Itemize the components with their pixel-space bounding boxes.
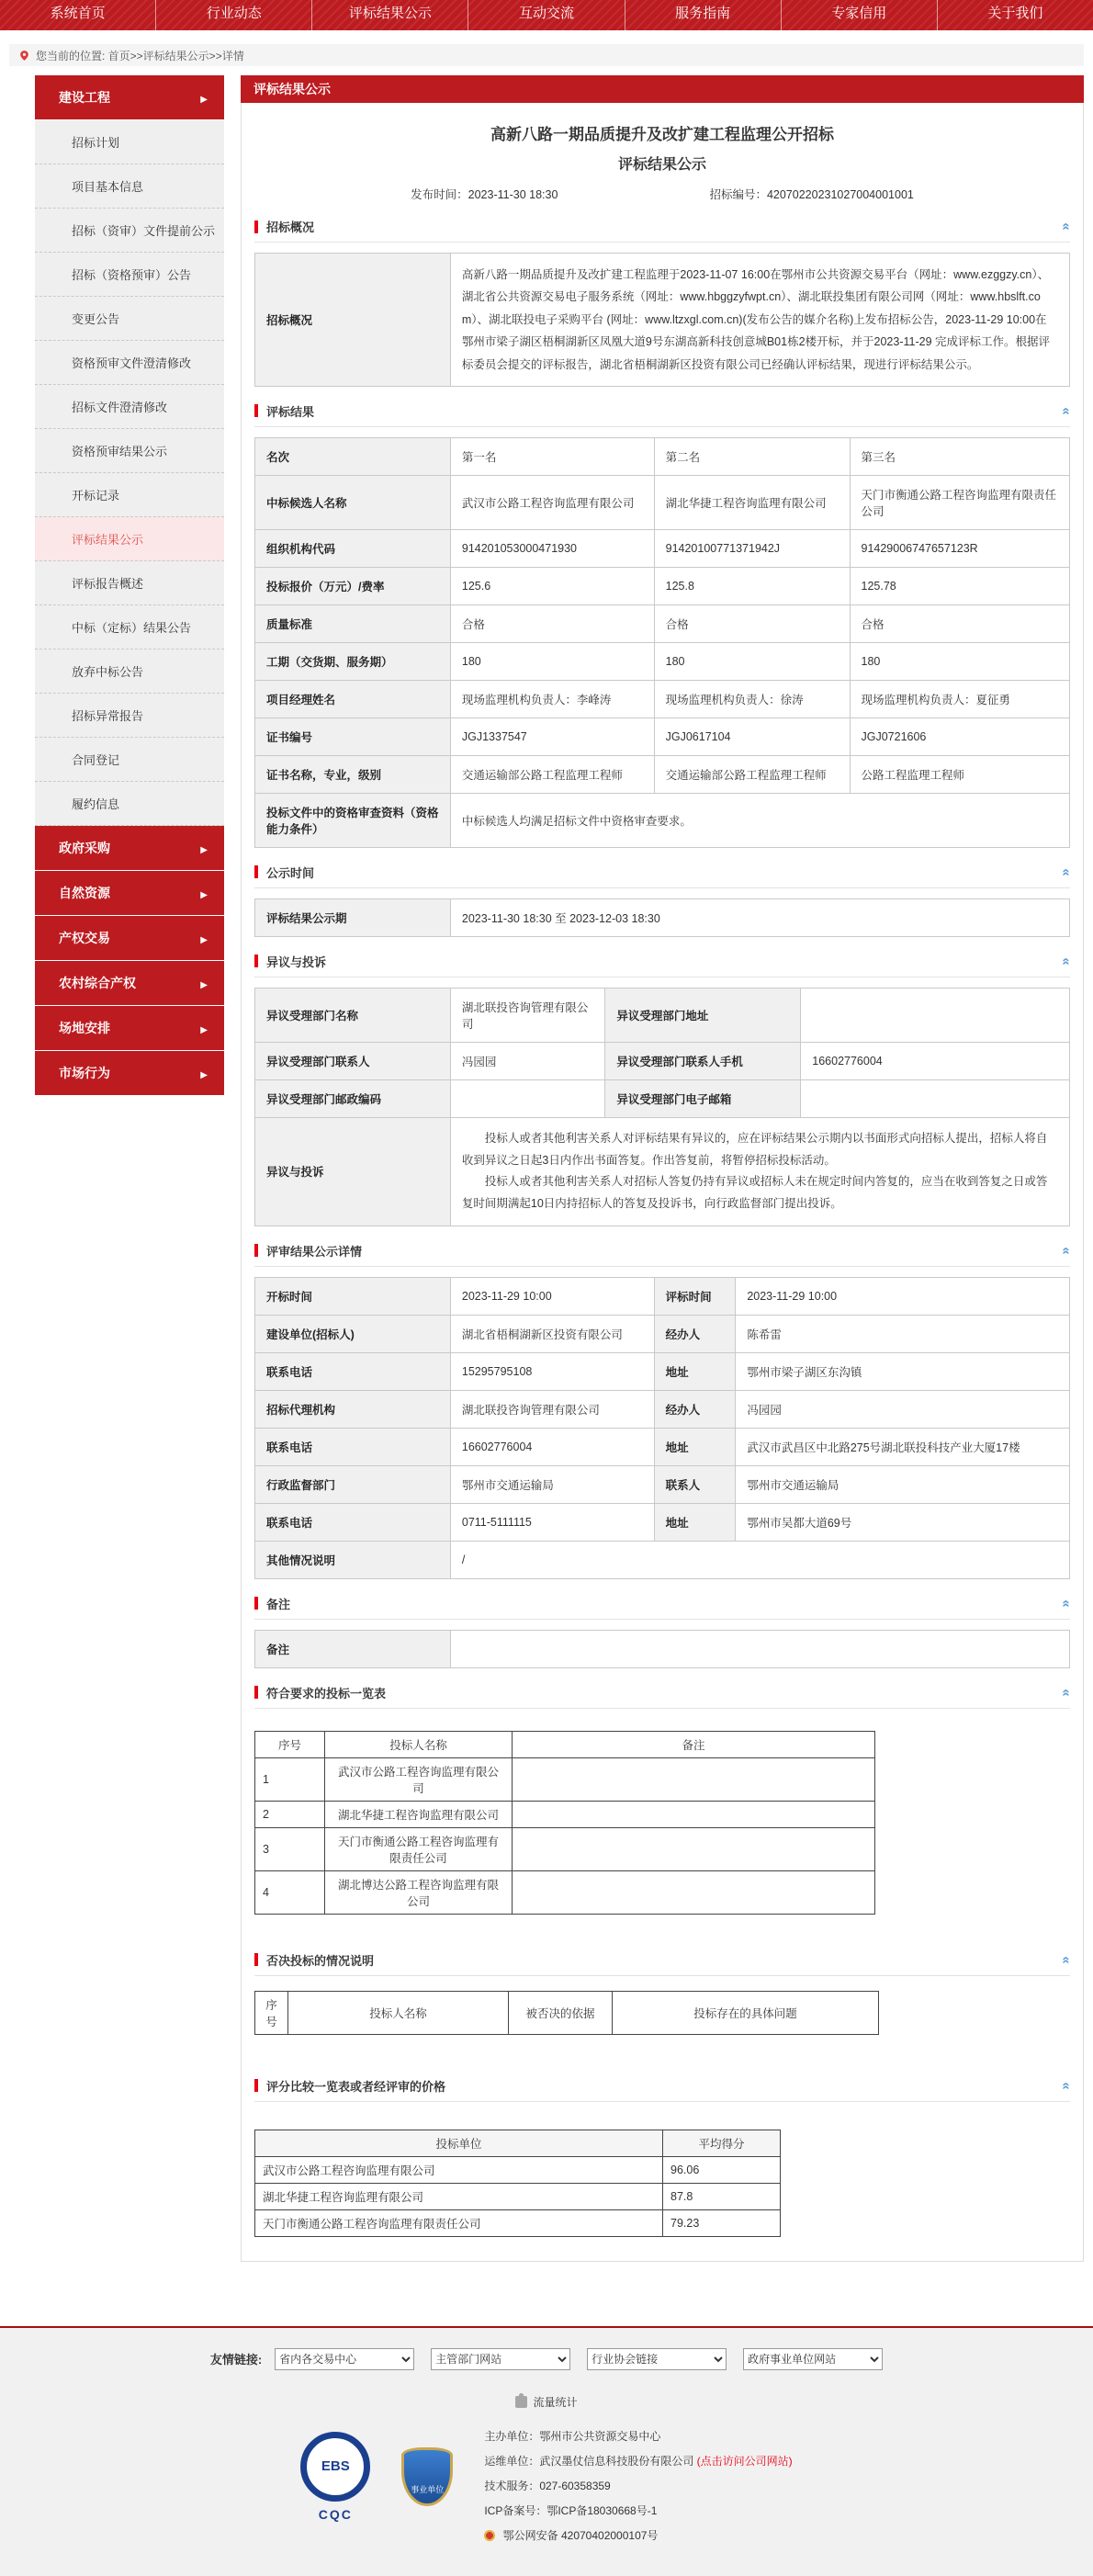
sidebar-item[interactable]: 资格预审结果公示	[35, 429, 224, 473]
section-marker	[254, 404, 258, 417]
traffic-stats[interactable]: 流量统计	[0, 2394, 1093, 2410]
overview-table	[254, 253, 1070, 387]
sidebar-item[interactable]: 中标（定标）结果公告	[35, 605, 224, 650]
police-record: 鄂公网安备 42070402000107号	[484, 2524, 792, 2548]
section-compliant-bidders	[254, 1684, 1070, 1915]
arrow-right-icon	[200, 976, 208, 990]
section-marker	[254, 220, 258, 233]
sidebar-item[interactable]: 合同登记	[35, 738, 224, 782]
nav-item[interactable]: 互动交流	[468, 0, 625, 30]
detail-table	[254, 1277, 1070, 1579]
collapse-chevron-icon[interactable]	[1059, 868, 1073, 876]
friend-link-select[interactable]	[431, 2348, 570, 2370]
section-title: 备注	[266, 1597, 291, 1611]
ops-unit: 运维单位：武汉墨仗信息科技股份有限公司 (点击访问公司网站)	[484, 2454, 793, 2468]
table-row: 工期（交货期、服务期） 180 180 180	[255, 642, 1070, 680]
friend-link-select[interactable]	[743, 2348, 883, 2370]
panel-content	[241, 103, 1084, 2262]
table-row: 4 湖北博达公路工程咨询监理有限公司	[255, 1870, 875, 1914]
section-marker	[254, 955, 258, 967]
table-row: 质量标准 合格 合格 合格	[255, 604, 1070, 642]
table-row: 3 天门市衡通公路工程咨询监理有限责任公司	[255, 1827, 875, 1870]
collapse-chevron-icon[interactable]	[1059, 1689, 1073, 1696]
arrow-right-icon	[200, 841, 208, 855]
friend-link-select[interactable]	[587, 2348, 727, 2370]
arrow-right-icon	[200, 90, 208, 105]
friend-links-label: 友情链接:	[209, 2353, 263, 2367]
table-header-row: 投标单位 平均得分	[255, 2130, 781, 2156]
table-row: 招标代理机构 湖北联投咨询管理有限公司 经办人 冯园园	[255, 1390, 1070, 1428]
collapse-chevron-icon[interactable]	[1059, 1599, 1073, 1607]
table-row: 投标报价（万元）/费率 125.6 125.8 125.78	[255, 567, 1070, 604]
nav-item[interactable]: 行业动态	[156, 0, 312, 30]
table-row: 联系电话 0711-5111115 地址 鄂州市吴都大道69号	[255, 1503, 1070, 1541]
top-nav	[0, 0, 1093, 30]
table-row: 联系电话 16602776004 地址 武汉市武昌区中北路275号湖北联投科技产业大厦17楼	[255, 1428, 1070, 1465]
table-row: 开标时间 2023-11-29 10:00 评标时间 2023-11-29 10:00	[255, 1277, 1070, 1315]
footer-info	[484, 2424, 792, 2548]
nav-item[interactable]: 关于我们	[987, 6, 1043, 21]
rejected-bids-table	[254, 1991, 879, 2035]
section-objection	[254, 953, 1070, 1226]
publish-time: 发布时间：2023-11-30 18:30	[411, 188, 558, 201]
cqc-ebs-logo: EBS CQC	[300, 2432, 370, 2522]
sidebar-item[interactable]: 项目基本信息	[35, 164, 224, 209]
table-row: 招标概况 高新八路一期品质提升及改扩建工程监理于2023-11-07 16:00在鄂州市公共资源交易平台（网址：www.ezggzy.cn）、湖北省公共资源交易电子服务系统（网址：www.hbggzyfwpt.cn）、湖北联投集团有限公司网（网址：www.hbslft.com）、湖北联投电子采购平台 (网址：www.ltzxgl.com.cn)(发布公告的媒介名称)上发布招标公告，2023-11-29 10:00在鄂州市梁子湖区梧桐湖新区凤凰大道9号东湖高新科技创意城B01栋2楼开标，并于2023-11-29 完成评标工作。根据评标委员会提交的评标报告，湖北省梧桐湖新区投资有限公司已经确认评标结果，现进行评标结果公示。	[255, 254, 1070, 387]
arrow-right-icon	[200, 1066, 208, 1080]
sidebar-item[interactable]: 放弃中标公告	[35, 650, 224, 694]
sidebar-section[interactable]: 产权交易 ▶	[35, 916, 224, 960]
section-title: 评审结果公示详情	[266, 1244, 363, 1259]
section-overview	[254, 218, 1070, 387]
table-row: 2 湖北华捷工程咨询监理有限公司	[255, 1801, 875, 1827]
document-title: 高新八路一期品质提升及改扩建工程监理公开招标	[490, 126, 834, 143]
section-bid-result	[254, 402, 1070, 848]
table-row: 组织机构代码 914201053000471930 91420100771371942J 91429006747657123R	[255, 529, 1070, 567]
table-row: 评标结果公示期 2023-11-30 18:30 至 2023-12-03 18:30	[255, 898, 1070, 936]
section-title: 符合要求的投标一览表	[266, 1686, 387, 1700]
table-header-row: 序号 投标人名称 被否决的依据 投标存在的具体问题	[255, 1991, 879, 2034]
section-detail	[254, 1242, 1070, 1579]
bid-result-table	[254, 437, 1070, 848]
table-row: 行政监督部门 鄂州市交通运输局 联系人 鄂州市交通运输局	[255, 1465, 1070, 1503]
main-panel	[241, 75, 1084, 2262]
collapse-chevron-icon[interactable]	[1059, 1956, 1073, 1963]
table-row: 名次 第一名 第二名 第三名	[255, 437, 1070, 475]
section-marker	[254, 1953, 258, 1966]
table-row: 项目经理姓名 现场监理机构负责人：李峰涛 现场监理机构负责人：徐涛 现场监理机构负责人：夏征勇	[255, 680, 1070, 717]
host-unit: 主办单位：鄂州市公共资源交易中心	[484, 2429, 661, 2443]
section-marker	[254, 865, 258, 878]
nav-item[interactable]: 评标结果公示	[312, 0, 468, 30]
section-marker	[254, 1244, 258, 1257]
collapse-chevron-icon[interactable]	[1059, 2082, 1073, 2089]
table-row: 湖北华捷工程咨询监理有限公司 87.8	[255, 2183, 781, 2209]
friend-link-select[interactable]	[275, 2348, 414, 2370]
collapse-chevron-icon[interactable]	[1059, 957, 1073, 965]
panel-header: 评标结果公示	[241, 75, 1084, 103]
footer-logos	[300, 2424, 453, 2522]
section-marker	[254, 2079, 258, 2092]
table-row: 天门市衡通公路工程咨询监理有限责任公司 79.23	[255, 2209, 781, 2236]
section-title: 公示时间	[266, 865, 315, 880]
sidebar-bottom-sections	[35, 826, 224, 1095]
table-row: 异议受理部门邮政编码 异议受理部门电子邮箱	[255, 1079, 1070, 1117]
table-row: 证书编号 JGJ1337547 JGJ0617104 JGJ0721606	[255, 717, 1070, 755]
friend-link-selects	[275, 2348, 883, 2370]
sidebar-section[interactable]: 农村综合产权 ▶	[35, 961, 224, 1005]
table-row: 备注	[255, 1630, 1070, 1667]
collapse-chevron-icon[interactable]	[1059, 222, 1073, 230]
complaint-paragraph: 投标人或者其他利害关系人对评标结果有异议的，应在评标结果公示期内以书面形式向招标人提出，招标人将自收到异议之日起3日内作出书面答复。作出答复前，将暂停招标投标活动。	[461, 1131, 1048, 1167]
collapse-chevron-icon[interactable]	[1059, 407, 1073, 414]
breadcrumb-path[interactable]: 您当前的位置: 首页>>评标结果公示>>详情	[36, 49, 244, 62]
nav-item[interactable]: 专家信用	[782, 0, 938, 30]
section-remark	[254, 1595, 1070, 1668]
section-marker	[254, 1597, 258, 1610]
breadcrumb	[9, 44, 1084, 66]
table-row: 证书名称，专业，级别 交通运输部公路工程监理工程师 交通运输部公路工程监理工程师 公路工程监理工程师	[255, 755, 1070, 793]
sidebar-item[interactable]: 评标报告概述	[35, 561, 224, 605]
footer-main	[0, 2424, 1093, 2548]
section-marker	[254, 1686, 258, 1699]
arrow-right-icon	[200, 931, 208, 945]
sidebar-section[interactable]: 政府采购 ▶	[35, 826, 224, 870]
sidebar-item[interactable]: 变更公告	[35, 297, 224, 341]
security-emblem-icon	[484, 2530, 495, 2541]
section-rejected-bids	[254, 1951, 1070, 2035]
institution-badge: 事业单位	[401, 2447, 453, 2506]
section-publicity-time	[254, 864, 1070, 937]
section-title: 评分比较一览表或者经评审的价格	[266, 2079, 446, 2094]
section-title: 招标概况	[266, 220, 315, 234]
arrow-right-icon	[200, 886, 208, 900]
sidebar-item[interactable]: 招标异常报告	[35, 694, 224, 738]
score-table	[254, 2130, 781, 2237]
complaint-paragraph: 投标人或者其他利害关系人对招标人答复仍持有异议或招标人未在规定时间内答复的，应当在收到答复之日或答复时间期满起10日内持招标人的答复及投诉书，向行政监督部门提出投诉。	[461, 1175, 1048, 1211]
publish-line	[254, 186, 1070, 202]
company-site-link[interactable]: (点击访问公司网站)	[696, 2454, 793, 2468]
section-title: 评标结果	[266, 404, 315, 419]
remark-table	[254, 1630, 1070, 1668]
collapse-chevron-icon[interactable]	[1059, 1247, 1073, 1254]
tech-service: 技术服务：027-60358359	[484, 2479, 611, 2492]
footer	[0, 2326, 1093, 2576]
document-subtitle: 评标结果公示	[617, 157, 706, 173]
table-header-row: 序号 投标人名称 备注	[255, 1731, 875, 1757]
section-title: 否决投标的情况说明	[266, 1953, 375, 1968]
bid-number: 招标编号：42070220231027004001001	[709, 188, 914, 201]
stats-plugin-icon	[515, 2396, 527, 2408]
sidebar-item[interactable]: 招标计划	[35, 120, 224, 164]
nav-item[interactable]: 服务指南	[625, 0, 782, 30]
table-row: 1 武汉市公路工程咨询监理有限公司	[255, 1757, 875, 1801]
section-score-comparison	[254, 2077, 1070, 2237]
sidebar-section-construction[interactable]: 建设工程 ▶	[35, 75, 224, 119]
sidebar-section[interactable]: 自然资源 ▶	[35, 871, 224, 915]
icp-number: ICP备案号：鄂ICP备18030668号-1	[484, 2503, 658, 2517]
publicity-table	[254, 898, 1070, 937]
sidebar-item-list	[35, 120, 224, 826]
table-row: 中标候选人名称 武汉市公路工程咨询监理有限公司 湖北华捷工程咨询监理有限公司 天门市衡通公路工程咨询监理有限责任公司	[255, 475, 1070, 529]
sidebar-section[interactable]: 市场行为 ▶	[35, 1051, 224, 1095]
compliant-bidders-table	[254, 1731, 875, 1915]
sidebar-item[interactable]: 招标文件澄清修改	[35, 385, 224, 429]
table-row: 异议受理部门联系人 冯园园 异议受理部门联系人手机 16602776004	[255, 1042, 1070, 1079]
location-pin-icon	[18, 50, 30, 62]
objection-table	[254, 988, 1070, 1226]
table-row: 其他情况说明 /	[255, 1541, 1070, 1578]
table-row: 联系电话 15295795108 地址 鄂州市梁子湖区东沟镇	[255, 1352, 1070, 1390]
friend-links-row	[0, 2348, 1093, 2370]
arrow-right-icon	[200, 1021, 208, 1035]
sidebar-item[interactable]: 履约信息	[35, 782, 224, 826]
sidebar-section[interactable]: 场地安排 ▶	[35, 1006, 224, 1050]
table-row: 异议受理部门名称 湖北联投咨询管理有限公司 异议受理部门地址	[255, 988, 1070, 1042]
sidebar-item[interactable]: 开标记录	[35, 473, 224, 517]
sidebar-item[interactable]: 资格预审文件澄清修改	[35, 341, 224, 385]
section-title: 异议与投诉	[266, 955, 327, 969]
table-row: 异议与投诉 投标人或者其他利害关系人对评标结果有异议的，应在评标结果公示期内以书面形式向招标人提出，招标人将自收到异议之日起3日内作出书面答复。作出答复前，将暂停招标投标活动。 投标人或者其他利害关系人对招标人答复仍持有异议或招标人未在规定时间内答复的，应当在收到答复之日或答复时间期满起10日内持招标人的答复及投诉书，向行政监督部门提出投诉。	[255, 1117, 1070, 1226]
sidebar	[35, 75, 224, 1096]
sidebar-item[interactable]: 招标（资审）文件提前公示	[35, 209, 224, 253]
table-row: 投标文件中的资格审查资料（资格能力条件） 中标候选人均满足招标文件中资格审查要求。	[255, 793, 1070, 847]
sidebar-item[interactable]: 招标（资格预审）公告	[35, 253, 224, 297]
sidebar-item[interactable]: 评标结果公示	[35, 517, 224, 561]
table-row: 武汉市公路工程咨询监理有限公司 96.06	[255, 2156, 781, 2183]
table-row: 建设单位(招标人) 湖北省梧桐湖新区投资有限公司 经办人 陈希雷	[255, 1315, 1070, 1352]
nav-item[interactable]: 系统首页	[0, 0, 156, 30]
